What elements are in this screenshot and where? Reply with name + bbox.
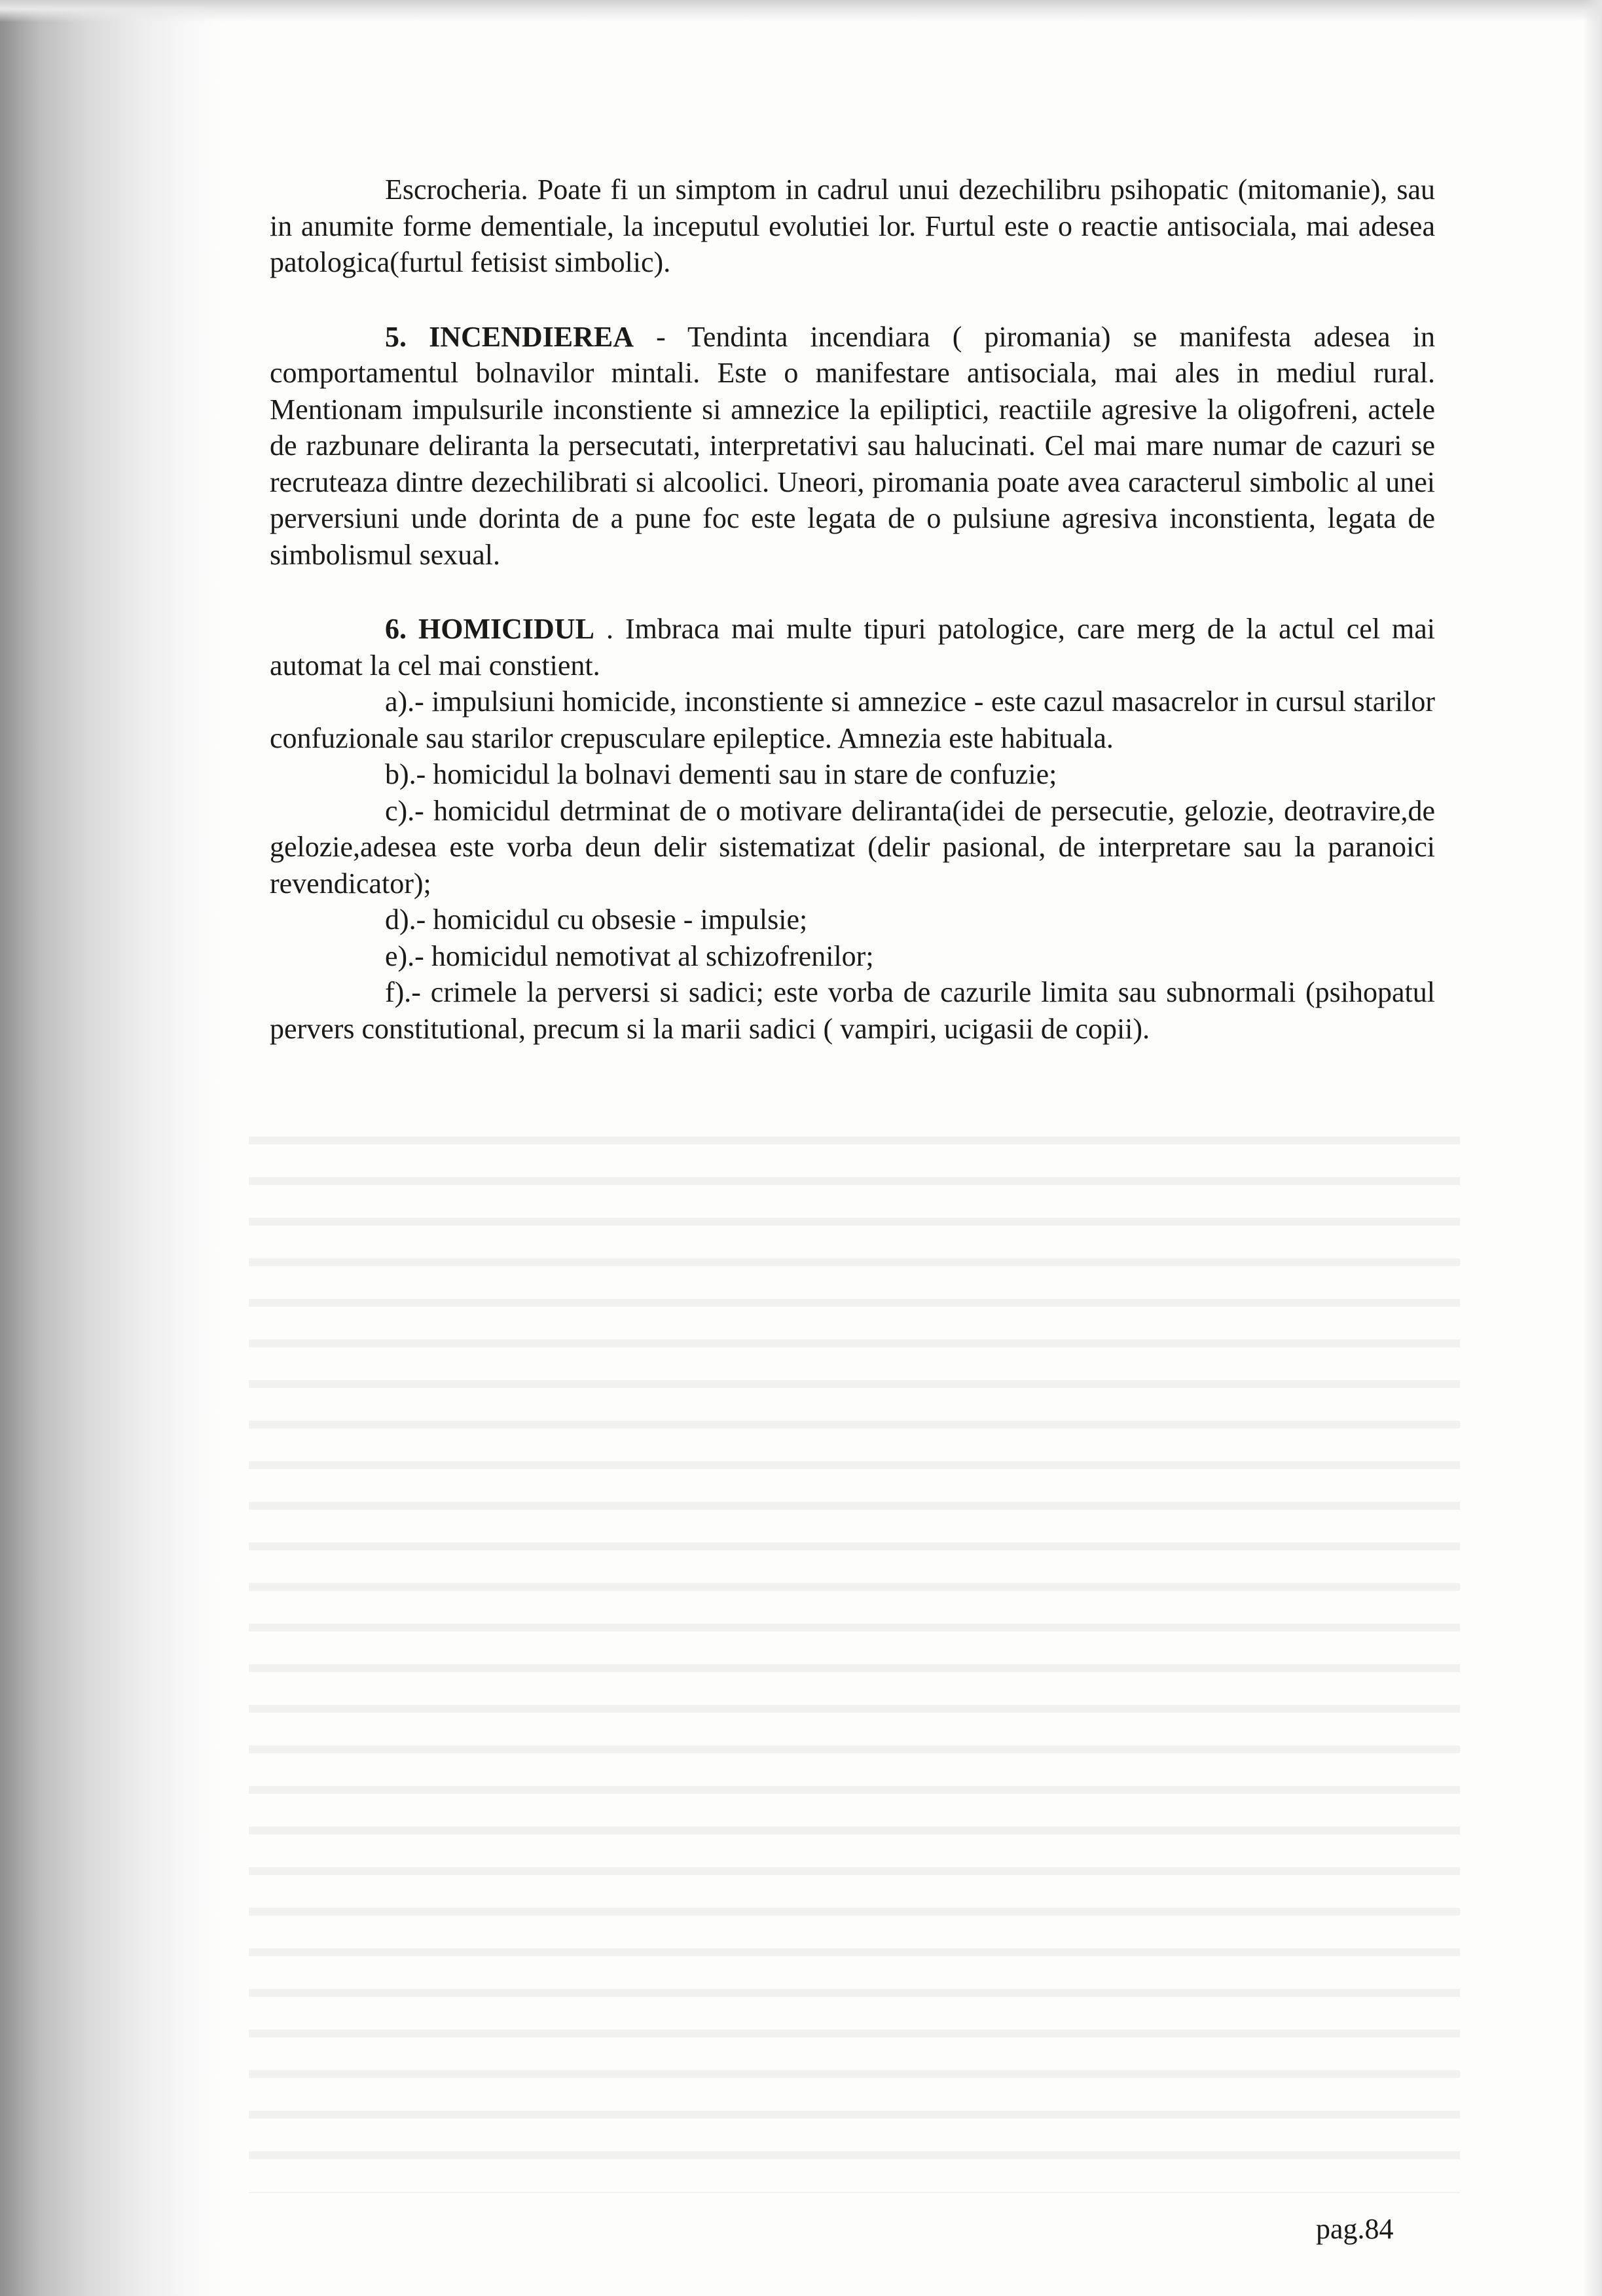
page-number: pag.84 [1316,2213,1394,2245]
list-item-a: a).- impulsiuni homicide, inconstiente si amnezice - este cazul masacrelor in cursul starilor confuzionale sau starilor crepusculare epileptice. Amnezia este habituala. [270,685,1435,754]
list-item-d: d).- homicidul cu obsesie - impulsie; [385,903,808,936]
document-body [270,172,1435,1047]
paragraph-escrocheria: Escrocheria. Poate fi un simptom in cadrul unui dezechilibru psihopatic (mitomanie), sau in anumite forme dementiale, la inceputul evolutiei lor. Furtul este o reactie antisociala, mai adesea patologica(furtul fetisist simbolic). [270,173,1435,278]
paragraph-homicidul: . Imbraca mai multe tipuri patologice, care merg de la actul cel mai automat la cel mai constient. [270,613,1435,682]
list-item-c: c).- homicidul detrminat de o motivare deliranta(idei de persecutie, gelozie, deotravire,de gelozie,adesea este vorba deun delir sistematizat (delir pasional, de interpretare sau la paranoici revendicator); [270,794,1435,900]
binding-shadow [0,0,223,2296]
list-item-f: f).- crimele la perversi si sadici; este vorba de cazurile limita sau subnormali (psihopatul pervers constitutional, precum si la marii sadici ( vampiri, ucigasii de copii). [270,976,1435,1045]
list-item-e: e).- homicidul nemotivat al schizofrenilor; [385,939,874,972]
top-edge-shadow [0,0,1602,22]
section-incendierea [270,319,1435,574]
list-item-b: b).- homicidul la bolnavi dementi sau in stare de confuzie; [385,758,1057,790]
heading-homicidul: 6. HOMICIDUL [385,613,594,645]
heading-incendierea: 5. INCENDIEREA [385,320,634,353]
reverse-page-bleed-through [249,1113,1460,2193]
right-edge-shadow [1582,0,1602,2296]
section-homicidul [270,611,1435,683]
paragraph-incendierea: - Tendinta incendiara ( piromania) se manifesta adesea in comportamentul bolnavilor mintali. Este o manifestare antisociala, mai ales in mediul rural. Mentionam impulsurile inconstiente si amnezice la epiliptici, reactiile agresive la oligofreni, actele de razbunare deliranta la persecutati, interpretativi sau halucinati. Cel mai mare numar de cazuri se recruteaza dintre dezechilibrati si alcoolici. Uneori, piromania poate avea caracterul simbolic al unei perversiuni unde dorinta de a pune foc este legata de o pulsiune agresiva inconstienta, legata de simbolismul sexual. [270,320,1435,571]
